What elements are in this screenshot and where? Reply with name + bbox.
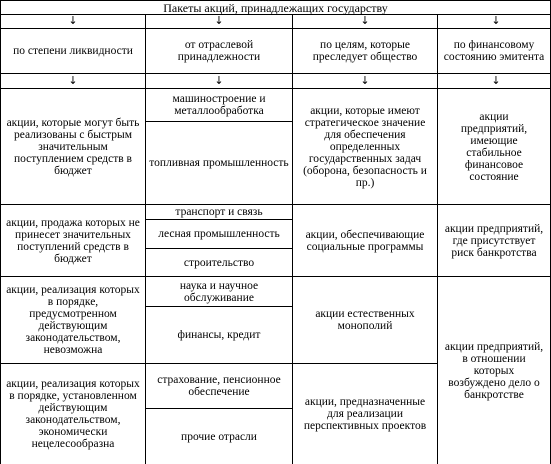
goals-cell: акции, предназначенные для реализации перспективных проектов [303, 396, 427, 432]
goals-cell: акции, которые имеют стратегическое значение для обеспечения определенных государственных задач (оборона, безопасность и пр.) [303, 104, 427, 189]
financial-state-cell: акции предприятий, где присутствует риск банкротства [444, 222, 544, 259]
down-arrow-icon: ↓ [68, 74, 78, 87]
financial-state-cell: акции предприятий, имеющие стабильное финансовое состояние [460, 110, 528, 183]
industry-cell: прочие отрасли [181, 430, 257, 443]
goals-cell: акции, обеспечивающие социальные программы [305, 228, 425, 253]
down-arrow-icon: ↓ [214, 74, 224, 87]
down-arrow-icon: ↓ [68, 14, 78, 27]
industry-cell: строительство [183, 256, 255, 269]
liquidity-cell: акции, реализация которых в порядке, установленном действующим законодательством, экономически нецелесообразна [6, 378, 140, 450]
down-arrow-icon: ↓ [491, 14, 501, 27]
down-arrow-icon: ↓ [214, 14, 224, 27]
industry-cell: машиностроение и металлообработка [172, 93, 266, 117]
industry-cell: транспорт и связь [175, 206, 263, 218]
down-arrow-icon: ↓ [491, 74, 501, 87]
liquidity-cell: акции, которые могут быть реализованы с быстрым значительным поступлением средств в бюджет [6, 116, 140, 177]
liquidity-cell: акции, реализация которых в порядке, предусмотренном действующим законодательством, невозможна [6, 284, 140, 356]
grid-line [0, 73, 551, 74]
industry-cell: лесная промышленность [158, 228, 280, 240]
industry-cell: наука и научное обслуживание [179, 279, 259, 304]
liquidity-cell: акции, продажа которых не принесет значительных поступлений средств в бюджет [6, 216, 140, 265]
financial-state-cell: акции предприятий, в отношении которых возбуждено дело о банкротстве [444, 340, 544, 401]
header-financial-state: по финансовому состоянию эмитента [443, 39, 545, 63]
header-industry: от отраслевой принадлежности [177, 39, 261, 63]
industry-cell: страхование, пенсионное обеспечение [157, 374, 281, 398]
down-arrow-icon: ↓ [360, 74, 370, 87]
down-arrow-icon: ↓ [360, 14, 370, 27]
industry-cell: финансы, кредит [177, 329, 261, 341]
header-goals: по целям, которые преследует общество [312, 39, 418, 63]
industry-cell: топливная промышленность [149, 157, 289, 169]
table-title: Пакеты акций, принадлежащих государству [163, 0, 388, 15]
goals-cell: акции естественных монополий [315, 308, 415, 332]
header-liquidity: по степени ликвидности [13, 45, 133, 57]
